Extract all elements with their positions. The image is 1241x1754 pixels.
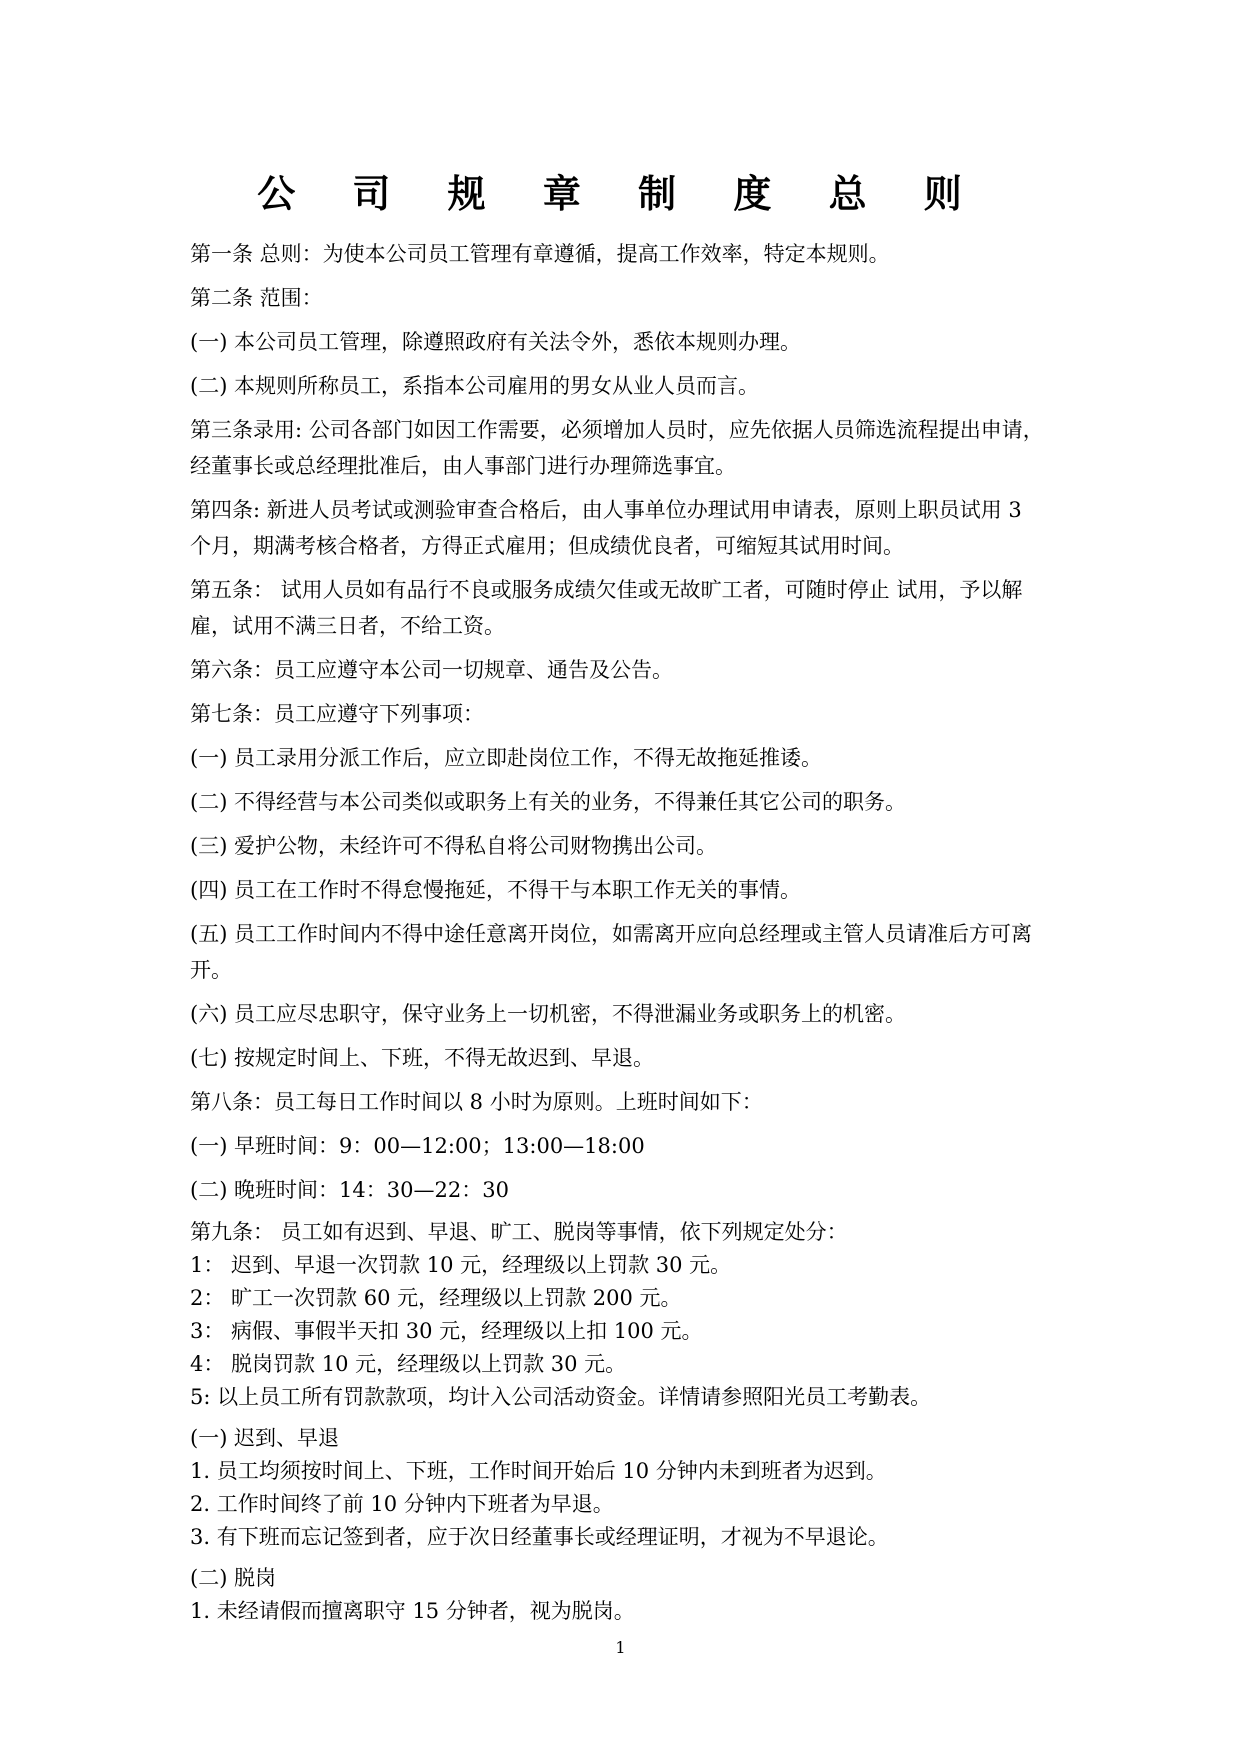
article-8: 第八条：员工每日工作时间以 8 小时为原则。上班时间如下： bbox=[190, 1090, 763, 1114]
section-absence-heading: (二) 脱岗 bbox=[190, 1566, 277, 1590]
article-9-rule-4: 4： 脱岗罚款 10 元，经理级以上罚款 30 元。 bbox=[190, 1352, 627, 1376]
article-8-item-2: (二) 晚班时间：14：30—22：30 bbox=[190, 1178, 509, 1202]
article-3-line-1: 第三条录用: 公司各部门如因工作需要，必须增加人员时，应先依据人员筛选流程提出申请， bbox=[190, 418, 1044, 442]
article-4-line-2: 个月，期满考核合格者，方得正式雇用；但成绩优良者，可缩短其试用时间。 bbox=[190, 534, 904, 558]
article-9-rule-3: 3： 病假、事假半天扣 30 元，经理级以上扣 100 元。 bbox=[190, 1319, 703, 1343]
article-7-item-6: (六) 员工应尽忠职守，保守业务上一切机密，不得泄漏业务或职务上的机密。 bbox=[190, 1002, 907, 1026]
section-late-early-rule-3: 3. 有下班而忘记签到者，应于次日经董事长或经理证明，才视为不早退论。 bbox=[190, 1525, 889, 1549]
article-9-rule-1: 1： 迟到、早退一次罚款 10 元，经理级以上罚款 30 元。 bbox=[190, 1253, 732, 1277]
section-late-early-rule-2: 2. 工作时间终了前 10 分钟内下班者为早退。 bbox=[190, 1492, 614, 1516]
article-6: 第六条：员工应遵守本公司一切规章、通告及公告。 bbox=[190, 658, 673, 682]
article-2: 第二条 范围： bbox=[190, 286, 323, 310]
article-5-line-1: 第五条： 试用人员如有品行不良或服务成绩欠佳或无故旷工者，可随时停止 试用，予以解 bbox=[190, 578, 1023, 602]
article-7-item-7: (七) 按规定时间上、下班，不得无故迟到、早退。 bbox=[190, 1046, 655, 1070]
article-1: 第一条 总则：为使本公司员工管理有章遵循，提高工作效率，特定本规则。 bbox=[190, 242, 890, 266]
article-5-line-2: 雇，试用不满三日者，不给工资。 bbox=[190, 614, 505, 638]
article-9-rule-2: 2： 旷工一次罚款 60 元，经理级以上罚款 200 元。 bbox=[190, 1286, 682, 1310]
article-7-item-2: (二) 不得经营与本公司类似或职务上有关的业务，不得兼任其它公司的职务。 bbox=[190, 790, 907, 814]
article-9: 第九条： 员工如有迟到、早退、旷工、脱岗等事情，依下列规定处分： bbox=[190, 1220, 848, 1244]
article-7-item-4: (四) 员工在工作时不得怠慢拖延，不得干与本职工作无关的事情。 bbox=[190, 878, 802, 902]
article-7-item-5-line-1: (五) 员工工作时间内不得中途任意离开岗位，如需离开应向总经理或主管人员请准后方可离 bbox=[190, 922, 1033, 946]
article-7-item-5-line-2: 开。 bbox=[190, 958, 232, 982]
article-7-item-1: (一) 员工录用分派工作后，应立即赴岗位工作，不得无故拖延推诿。 bbox=[190, 746, 823, 770]
article-3-line-2: 经董事长或总经理批准后，由人事部门进行办理筛选事宜。 bbox=[190, 454, 736, 478]
section-absence-rule-1: 1. 未经请假而擅离职守 15 分钟者，视为脱岗。 bbox=[190, 1599, 635, 1623]
document-body bbox=[190, 236, 1060, 1628]
section-late-early-heading: (一) 迟到、早退 bbox=[190, 1426, 340, 1450]
article-8-item-1: (一) 早班时间：9：00—12:00；13:00—18:00 bbox=[190, 1134, 645, 1158]
article-2-item-1: (一) 本公司员工管理，除遵照政府有关法令外，悉依本规则办理。 bbox=[190, 330, 802, 354]
article-9-rule-5: 5: 以上员工所有罚款款项，均计入公司活动资金。详情请参照阳光员工考勤表。 bbox=[190, 1385, 932, 1409]
article-2-item-2: (二) 本规则所称员工，系指本公司雇用的男女从业人员而言。 bbox=[190, 374, 760, 398]
page-number: 1 bbox=[615, 1638, 626, 1657]
article-4-line-1: 第四条: 新进人员考试或测验审查合格后，由人事单位办理试用申请表，原则上职员试用 3 bbox=[190, 498, 1022, 522]
section-late-early-rule-1: 1. 员工均须按时间上、下班，工作时间开始后 10 分钟内未到班者为迟到。 bbox=[190, 1459, 887, 1483]
page-title: 公 司 规 章 制 度 总 则 bbox=[257, 171, 984, 216]
article-7-item-3: (三) 爱护公物，未经许可不得私自将公司财物携出公司。 bbox=[190, 834, 718, 858]
article-7: 第七条：员工应遵守下列事项： bbox=[190, 702, 484, 726]
